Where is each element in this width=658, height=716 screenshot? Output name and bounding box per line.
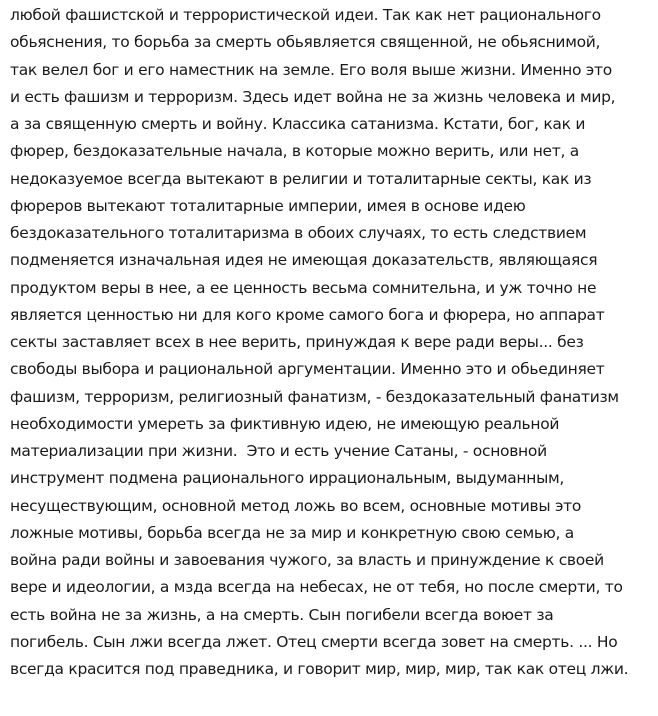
text-line: так велел бог и его наместник на земле. Его воля выше жизни. Именно это bbox=[10, 60, 612, 79]
text-line: вере и идеологии, а мзда всегда на небесах, не от тебя, но после смерти, то bbox=[10, 578, 623, 597]
text-line: необходимости умереть за фиктивную идею, не имеющую реальной bbox=[10, 414, 560, 433]
text-line: ложные мотивы, борьба всегда не за мир и конкретную свою семью, а bbox=[10, 523, 574, 542]
text-line: инструмент подмена рационального иррациональным, выдуманным, bbox=[10, 469, 565, 488]
text-line: и есть фашизм и терроризм. Здесь идет война не за жизнь человека и мир, bbox=[10, 87, 616, 106]
text-line: свободы выбора и рациональной аргументации. Именно это и обьединяет bbox=[10, 360, 605, 379]
text-line: фюрер, бездоказательные начала, в которые можно верить, или нет, а bbox=[10, 142, 579, 161]
text-line: подменяется изначальная идея не имеющая доказательств, являющаяся bbox=[10, 251, 598, 270]
text-line: всегда красится под праведника, и говорит мир, мир, мир, так как отец лжи. bbox=[10, 660, 629, 678]
text-line: несуществующим, основной метод ложь во всем, основные мотивы это bbox=[10, 496, 582, 515]
text-line: война ради войны и завоевания чужого, за власть и принуждение к своей bbox=[10, 551, 604, 569]
text-line: а за священную смерть и войну. Классика сатанизма. Кстати, бог, как и bbox=[10, 115, 586, 133]
text-line: бездоказательного тоталитаризма в обоих случаях, то есть следствием bbox=[10, 224, 587, 242]
text-line: есть война не за жизнь, а на смерть. Сын погибели всегда воюет за bbox=[10, 605, 554, 624]
text-line: фашизм, терроризм, религиозный фанатизм, - бездоказательный фанатизм bbox=[10, 387, 619, 406]
text-line: фюреров вытекают тоталитарные империи, имея в основе идею bbox=[10, 196, 526, 215]
text-line: любой фашистской и террористической идеи. Так как нет рационального bbox=[10, 6, 601, 24]
text-line: недоказуемое всегда вытекают в религии и тоталитарные секты, как из bbox=[10, 169, 592, 188]
document-text bbox=[10, 2, 655, 683]
text-line: секты заставляет всех в нее верить, принуждая к вере ради веры... без bbox=[10, 333, 584, 351]
text-line: обьяснения, то борьба за смерть обьявляется священной, не обьяснимой, bbox=[10, 33, 601, 52]
text-line: погибель. Сын лжи всегда лжет. Отец смерти всегда зовет на смерть. ... Но bbox=[10, 632, 618, 651]
text-line: продуктом веры в нее, а ее ценность весьма сомнительна, и уж точно не bbox=[10, 278, 597, 297]
text-line: является ценностью ни для кого кроме самого бога и фюрера, но аппарат bbox=[10, 305, 605, 324]
text-line: материализации при жизни. Это и есть учение Сатаны, - основной bbox=[10, 442, 547, 460]
